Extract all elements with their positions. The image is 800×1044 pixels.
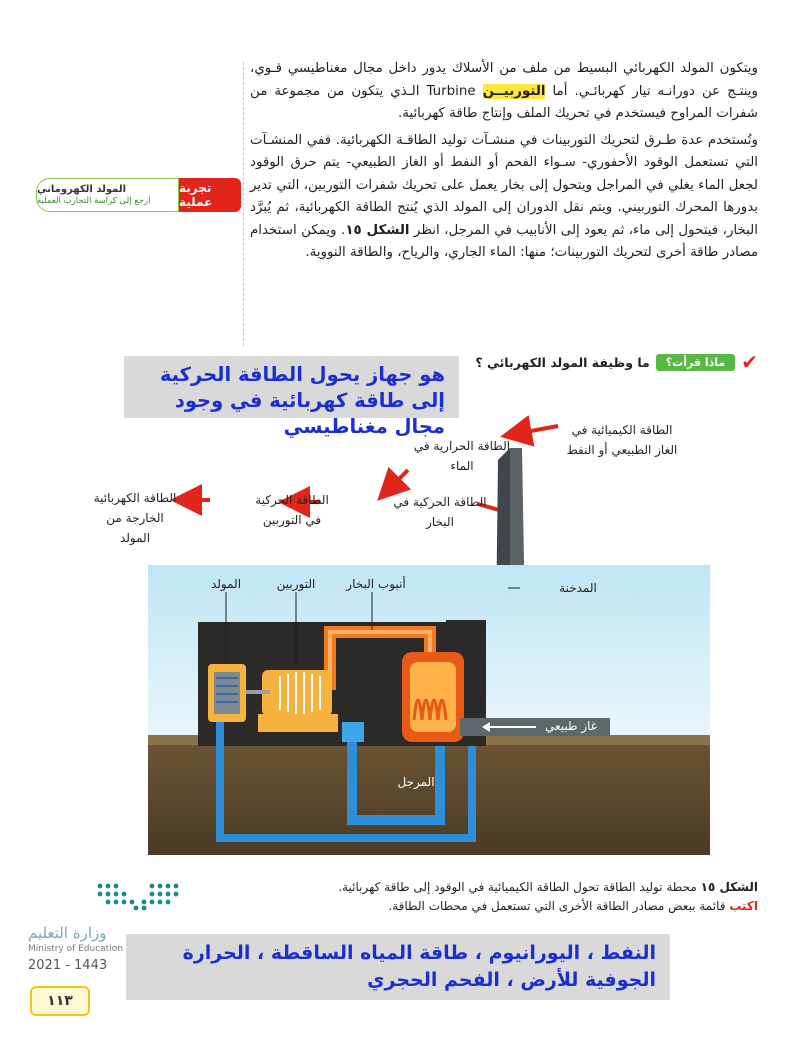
caption-task-verb: اكتب	[729, 899, 758, 913]
page-number: ١١٣	[30, 986, 90, 1016]
label-thermal-energy: الطاقة الحرارية في الماء	[413, 439, 511, 473]
figure-reference: الشكل ١٥	[345, 222, 410, 238]
label-kinetic-steam: الطاقة الحركية في البخار	[393, 495, 487, 529]
label-chimney: المدخنة	[559, 581, 597, 595]
ministry-name-en: Ministry of Education	[28, 944, 123, 954]
lab-title: المولد الكهروماني	[37, 183, 127, 195]
reading-check-tag: ماذا قرأت؟	[656, 354, 735, 371]
ministry-logo-icon	[92, 880, 192, 916]
figure-caption	[252, 878, 758, 916]
label-kinetic-turbine: الطاقة الحركية في التوربين	[255, 493, 329, 527]
check-icon: ✔	[741, 350, 758, 374]
lab-tag: تجربة عملية	[179, 178, 241, 212]
reading-check-question: ما وظيفة المولد الكهربائي ؟	[475, 354, 650, 370]
term-turbine: التوربيــن	[482, 83, 546, 99]
label-natural-gas: غاز طبيعي	[544, 719, 598, 733]
caption-text: محطة توليد الطاقة تحول الطاقة الكيميائية في الوقود إلى طاقة كهربائية.	[338, 880, 697, 894]
label-turbine: التوربين	[276, 577, 316, 591]
paragraph-1: ويتكون المولد الكهربائي البسيط من ملف من الأسلاك يدور داخل مجال مغناطيسي قـوي، وينتـج عن دورانـه تيار كهربائـي. أما التوربيــن Turbine الـذي يتكون من مجموعة من شفرات المراوح فيستخدم في تحريك الملف وإنتاج طاقة كهربائية.	[250, 61, 758, 121]
ministry-name-ar: وزارة التعليم	[28, 924, 107, 942]
edition-year: 2021 - 1443	[28, 958, 108, 973]
reading-check-answer: هو جهاز يحول الطاقة الحركية إلى طاقة كهربائية في وجود مجال مغناطيسي	[124, 356, 459, 418]
label-steam-pipe: أنبوب البخار	[346, 577, 406, 591]
lab-subtitle: ارجع إلى كراسة التجارب العملية	[37, 195, 151, 206]
label-electric-energy: الطاقة الكهربائية الخارجة من المولد	[93, 491, 177, 545]
label-boiler: المرجل	[397, 775, 435, 789]
caption-label: الشكل ١٥	[700, 880, 758, 894]
paragraph-2: وتُستخدم عدة طـرق لتحريك التوربينات في منشـآت توليد الطاقـة الكهربائية. ففي المنشـآت التي تستعمل الوقود الأحفوري- سـواء الفحم أو النفط أو الغاز الطبيعي- يتم حرق الوقود لجعل الماء يغلي في المراجل ويتحول إلى بخار يعمل على تحريك شفرات التوربين، التي تدير بدورها المحرك التوربيني. ويتم نقل الدوران إلى المولد الذي يُنتج الطاقة الكهربائية، ثم يُبرَّد البخار، فيتحول إلى ماء، ثم يعود إلى الأنابيب في المرجل، انظر الشكل ١٥. ويمكن استخدام مصادر طاقة أخرى لتحريك التوربينات؛ منها: الماء الجاري، والرياح، والطاقة النووية.	[250, 132, 758, 260]
label-generator: المولد	[210, 577, 242, 591]
arrow-chem-to-thermal	[504, 426, 558, 436]
caption-task: قائمة ببعض مصادر الطاقة الأخرى التي تستعمل في محطات الطاقة.	[388, 899, 726, 913]
label-chemical-energy: الطاقة الكيميائية في الغاز الطبيعي أو النفط	[566, 423, 678, 457]
caption-answer: النفط ، اليورانيوم ، طاقة المياه الساقطة ، الحرارة الجوفية للأرض ، الفحم الحجري	[126, 934, 670, 1000]
